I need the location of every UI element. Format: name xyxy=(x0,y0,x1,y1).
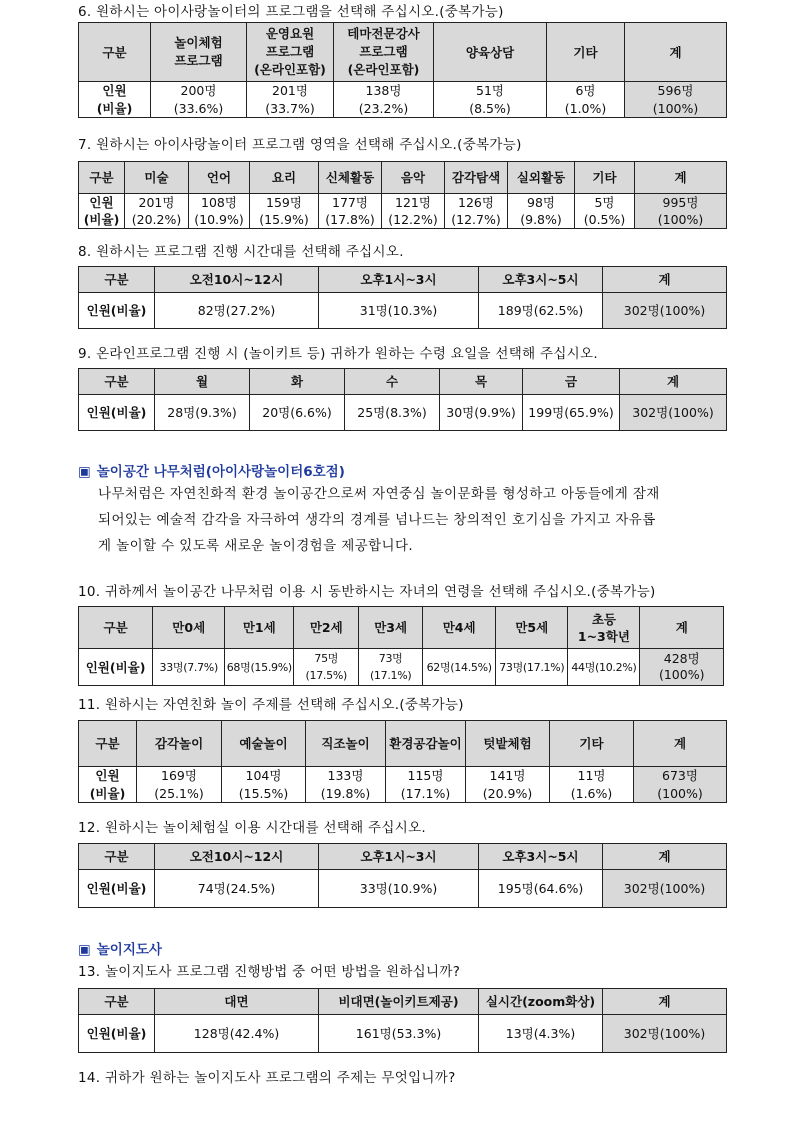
q10-header: 만3세 xyxy=(359,607,423,649)
q12-header: 구분 xyxy=(79,844,155,870)
q11-header: 텃밭체험 xyxy=(466,721,550,767)
cell: (20.2%) xyxy=(125,211,189,229)
row-label: 인원(비율) xyxy=(79,1015,155,1053)
cell: (33.7%) xyxy=(247,100,334,118)
cell: 6명 xyxy=(547,82,625,100)
q8-header: 오후3시~5시 xyxy=(479,267,603,293)
q10-header: 만0세 xyxy=(153,607,225,649)
q13-table xyxy=(78,988,727,1053)
q9-header: 금 xyxy=(523,369,620,395)
q7-header: 요리 xyxy=(250,162,319,194)
q12-header: 오후1시~3시 xyxy=(319,844,479,870)
q13-header: 실시간(zoom화상) xyxy=(479,989,603,1015)
cell: 200명 xyxy=(151,82,247,100)
cell: (1.6%) xyxy=(550,785,634,803)
description-line: 되어있는 예술적 감각을 자극하여 생각의 경계를 넘나드는 창의적인 호기심을 가지고 자유롭 xyxy=(98,512,656,528)
q10-header: 만5세 xyxy=(496,607,568,649)
cell: 5명 xyxy=(575,194,635,212)
cell: (20.9%) xyxy=(466,785,550,803)
cell: 169명 xyxy=(137,767,222,785)
q11-header: 기타 xyxy=(550,721,634,767)
q9-header: 구분 xyxy=(79,369,155,395)
q6-header: 계 xyxy=(625,23,727,82)
cell: 33명(10.9%) xyxy=(319,870,479,908)
section-marker-icon: ▣ xyxy=(78,464,91,480)
q13-header: 계 xyxy=(603,989,727,1015)
section-marker-icon: ▣ xyxy=(78,942,91,958)
cell: 44명(10.2%) xyxy=(568,649,640,686)
q6-header: 운영요원 프로그램 (온라인포함) xyxy=(247,23,334,82)
q11-header: 직조놀이 xyxy=(306,721,386,767)
cell: (10.9%) xyxy=(189,211,250,229)
row-label: 인원 xyxy=(79,82,151,100)
q7-header: 구분 xyxy=(79,162,125,194)
q9-header: 계 xyxy=(620,369,727,395)
cell: 31명(10.3%) xyxy=(319,293,479,329)
cell: 98명 xyxy=(508,194,575,212)
q6-header: 테마전문강사 프로그램 (온라인포함) xyxy=(334,23,434,82)
question-7: 7. 원하시는 아이사랑놀이터 프로그램 영역을 선택해 주십시오.(중복가능) xyxy=(78,137,522,153)
cell: 20명(6.6%) xyxy=(250,395,345,431)
description-line: 나무처럼은 자연친화적 환경 놀이공간으로써 자연중심 놀이문화를 형성하고 아동들에게 잠재 xyxy=(98,486,660,502)
row-label: 인원(비율) xyxy=(79,649,153,686)
cell: 74명(24.5%) xyxy=(155,870,319,908)
q6-header: 양육상담 xyxy=(434,23,547,82)
q7-header: 기타 xyxy=(575,162,635,194)
q7-header: 언어 xyxy=(189,162,250,194)
cell: 13명(4.3%) xyxy=(479,1015,603,1053)
q12-header: 오전10시~12시 xyxy=(155,844,319,870)
row-label: (비율) xyxy=(79,100,151,118)
row-label: 인원(비율) xyxy=(79,395,155,431)
cell: 133명 xyxy=(306,767,386,785)
q7-header: 감각탐색 xyxy=(445,162,508,194)
q11-header: 환경공감놀이 xyxy=(386,721,466,767)
cell: (17.8%) xyxy=(319,211,382,229)
section-title-text: 놀이지도사 xyxy=(96,942,162,958)
cell: 75명(17.5%) xyxy=(294,649,359,686)
row-label: 인원(비율) xyxy=(79,293,155,329)
section-title-guide xyxy=(78,938,162,958)
q9-header: 화 xyxy=(250,369,345,395)
cell: 199명(65.9%) xyxy=(523,395,620,431)
cell: (33.6%) xyxy=(151,100,247,118)
row-label: 인원 xyxy=(79,767,137,785)
cell: (0.5%) xyxy=(575,211,635,229)
section-description xyxy=(98,481,728,559)
question-10: 10. 귀하께서 놀이공간 나무처럼 이용 시 동반하시는 자녀의 연령을 선택해 주십시오.(중복가능) xyxy=(78,584,656,600)
q10-header: 구분 xyxy=(79,607,153,649)
q10-header: 초등 1~3학년 xyxy=(568,607,640,649)
q10-table xyxy=(78,606,724,686)
cell: 73명(17.1%) xyxy=(496,649,568,686)
cell: (9.8%) xyxy=(508,211,575,229)
q8-table xyxy=(78,266,727,329)
q11-table xyxy=(78,720,727,803)
cell: 177명 xyxy=(319,194,382,212)
question-13: 13. 놀이지도사 프로그램 진행방법 중 어떤 방법을 원하십니까? xyxy=(78,964,461,980)
q10-header: 계 xyxy=(640,607,724,649)
q12-header: 계 xyxy=(603,844,727,870)
row-label: 인원 xyxy=(79,194,125,212)
cell: (8.5%) xyxy=(434,100,547,118)
cell: 201명 xyxy=(125,194,189,212)
q11-header: 계 xyxy=(634,721,727,767)
q7-header: 음악 xyxy=(382,162,445,194)
cell: (25.1%) xyxy=(137,785,222,803)
q12-table xyxy=(78,843,727,908)
cell-total: 302명(100%) xyxy=(603,870,727,908)
question-12: 12. 원하시는 놀이체험실 이용 시간대를 선택해 주십시오. xyxy=(78,820,427,836)
q8-header: 구분 xyxy=(79,267,155,293)
question-6: 6. 원하시는 아이사랑놀이터의 프로그램을 선택해 주십시오.(중복가능) xyxy=(78,4,504,20)
cell: 121명 xyxy=(382,194,445,212)
q9-header: 목 xyxy=(440,369,523,395)
cell: (19.8%) xyxy=(306,785,386,803)
cell: (23.2%) xyxy=(334,100,434,118)
cell: 115명 xyxy=(386,767,466,785)
cell: (17.1%) xyxy=(386,785,466,803)
q6-header: 구분 xyxy=(79,23,151,82)
cell: 141명 xyxy=(466,767,550,785)
q13-header: 비대면(놀이키트제공) xyxy=(319,989,479,1015)
cell: 189명(62.5%) xyxy=(479,293,603,329)
q12-header: 오후3시~5시 xyxy=(479,844,603,870)
question-9: 9. 온라인프로그램 진행 시 (놀이키트 등) 귀하가 원하는 수령 요일을 선택해 주십시오. xyxy=(78,346,598,362)
question-14: 14. 귀하가 원하는 놀이지도사 프로그램의 주제는 무엇입니까? xyxy=(78,1070,456,1086)
cell: 68명(15.9%) xyxy=(225,649,294,686)
q7-header: 신체활동 xyxy=(319,162,382,194)
cell-total: (100%) xyxy=(634,785,727,803)
section-title-tree xyxy=(78,460,345,480)
section-title-text: 놀이공간 나무처럼(아이사랑놀이터6호점) xyxy=(96,464,345,480)
cell: 138명 xyxy=(334,82,434,100)
cell-total: 302명(100%) xyxy=(603,293,727,329)
cell: 104명 xyxy=(222,767,306,785)
cell: 11명 xyxy=(550,767,634,785)
q11-header: 예술놀이 xyxy=(222,721,306,767)
q7-header: 실외활동 xyxy=(508,162,575,194)
cell: (1.0%) xyxy=(547,100,625,118)
cell: 30명(9.9%) xyxy=(440,395,523,431)
q10-header: 만1세 xyxy=(225,607,294,649)
row-label: (비율) xyxy=(79,785,137,803)
cell-total: 673명 xyxy=(634,767,727,785)
cell: 159명 xyxy=(250,194,319,212)
cell: 73명(17.1%) xyxy=(359,649,423,686)
cell-total: 995명 xyxy=(635,194,727,212)
cell: 161명(53.3%) xyxy=(319,1015,479,1053)
q6-header: 기타 xyxy=(547,23,625,82)
cell: 126명 xyxy=(445,194,508,212)
cell-total: (100%) xyxy=(635,211,727,229)
description-line: 게 놀이할 수 있도록 새로운 놀이경험을 제공합니다. xyxy=(98,538,414,554)
q13-header: 구분 xyxy=(79,989,155,1015)
cell: 82명(27.2%) xyxy=(155,293,319,329)
q6-header: 놀이체험 프로그램 xyxy=(151,23,247,82)
q8-header: 계 xyxy=(603,267,727,293)
cell: 28명(9.3%) xyxy=(155,395,250,431)
row-label: 인원(비율) xyxy=(79,870,155,908)
row-label: (비율) xyxy=(79,211,125,229)
cell-total: (100%) xyxy=(625,100,727,118)
q9-header: 수 xyxy=(345,369,440,395)
q11-header: 감각놀이 xyxy=(137,721,222,767)
cell: 128명(42.4%) xyxy=(155,1015,319,1053)
q8-header: 오전10시~12시 xyxy=(155,267,319,293)
cell: 51명 xyxy=(434,82,547,100)
q13-header: 대면 xyxy=(155,989,319,1015)
cell: (12.7%) xyxy=(445,211,508,229)
cell: (15.9%) xyxy=(250,211,319,229)
cell: 33명(7.7%) xyxy=(153,649,225,686)
cell-total: 596명 xyxy=(625,82,727,100)
cell: 62명(14.5%) xyxy=(423,649,496,686)
question-8: 8. 원하시는 프로그램 진행 시간대를 선택해 주십시오. xyxy=(78,244,404,260)
q9-header: 월 xyxy=(155,369,250,395)
cell: 201명 xyxy=(247,82,334,100)
q11-header: 구분 xyxy=(79,721,137,767)
q8-header: 오후1시~3시 xyxy=(319,267,479,293)
q6-table xyxy=(78,22,727,118)
q10-header: 만4세 xyxy=(423,607,496,649)
cell: 25명(8.3%) xyxy=(345,395,440,431)
q7-header: 계 xyxy=(635,162,727,194)
cell-total: 302명(100%) xyxy=(620,395,727,431)
cell-total: 428명 (100%) xyxy=(640,649,724,686)
q10-header: 만2세 xyxy=(294,607,359,649)
cell: (15.5%) xyxy=(222,785,306,803)
cell: 195명(64.6%) xyxy=(479,870,603,908)
q7-table xyxy=(78,161,727,229)
q7-header: 미술 xyxy=(125,162,189,194)
cell: 108명 xyxy=(189,194,250,212)
q9-table xyxy=(78,368,727,431)
cell: (12.2%) xyxy=(382,211,445,229)
cell-total: 302명(100%) xyxy=(603,1015,727,1053)
question-11: 11. 원하시는 자연친화 놀이 주제를 선택해 주십시오.(중복가능) xyxy=(78,697,464,713)
